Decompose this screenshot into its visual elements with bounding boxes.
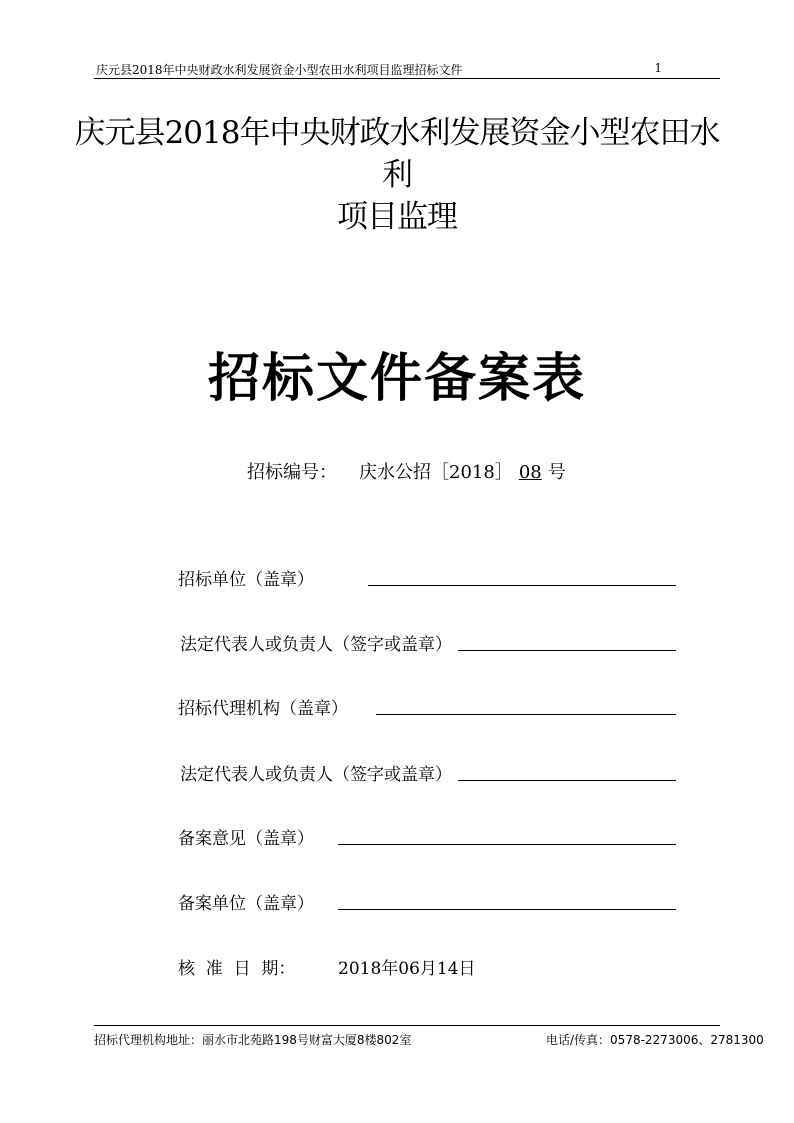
field-label: 备案意见（盖章）	[178, 829, 314, 849]
running-header	[94, 58, 720, 79]
field-label: 法定代表人或负责人（签字或盖章）	[180, 765, 452, 785]
signature-line	[458, 650, 676, 651]
signature-line	[376, 714, 676, 715]
signature-line	[338, 844, 676, 845]
bid-number-value: 08	[518, 462, 542, 483]
footer-phone: 电话/传真：0578-2273006、2781300	[546, 1033, 764, 1047]
page-number: 1	[654, 61, 662, 75]
approval-date-value: 2018年06月14日	[338, 959, 476, 979]
main-title: 招标文件备案表	[207, 348, 586, 409]
footer-address: 招标代理机构地址：丽水市北苑路198号财富大厦8楼802室	[94, 1033, 412, 1047]
field-label: 备案单位（盖章）	[178, 894, 314, 914]
approval-date-label: 核 准 日 期：	[178, 959, 296, 979]
document-title	[60, 112, 734, 238]
field-label: 招标代理机构（盖章）	[178, 699, 348, 719]
bid-number-label: 招标编号：	[247, 462, 337, 483]
header-title: 庆元县2018年中央财政水利发展资金小型农田水利项目监理招标文件	[96, 63, 463, 77]
field-label: 招标单位（盖章）	[178, 570, 314, 590]
signature-line	[338, 909, 676, 910]
document-title-line-1: 庆元县2018年中央财政水利发展资金小型农田水利	[74, 115, 720, 193]
bid-number-prefix: 庆水公招［2018］	[359, 462, 513, 483]
field-label: 法定代表人或负责人（签字或盖章）	[180, 635, 452, 655]
signature-line	[458, 780, 676, 781]
bid-number	[247, 458, 566, 484]
document-title-line-2: 项目监理	[337, 199, 457, 235]
footer-divider	[94, 1025, 720, 1026]
bid-number-suffix: 号	[547, 462, 566, 483]
signature-line	[368, 585, 676, 586]
